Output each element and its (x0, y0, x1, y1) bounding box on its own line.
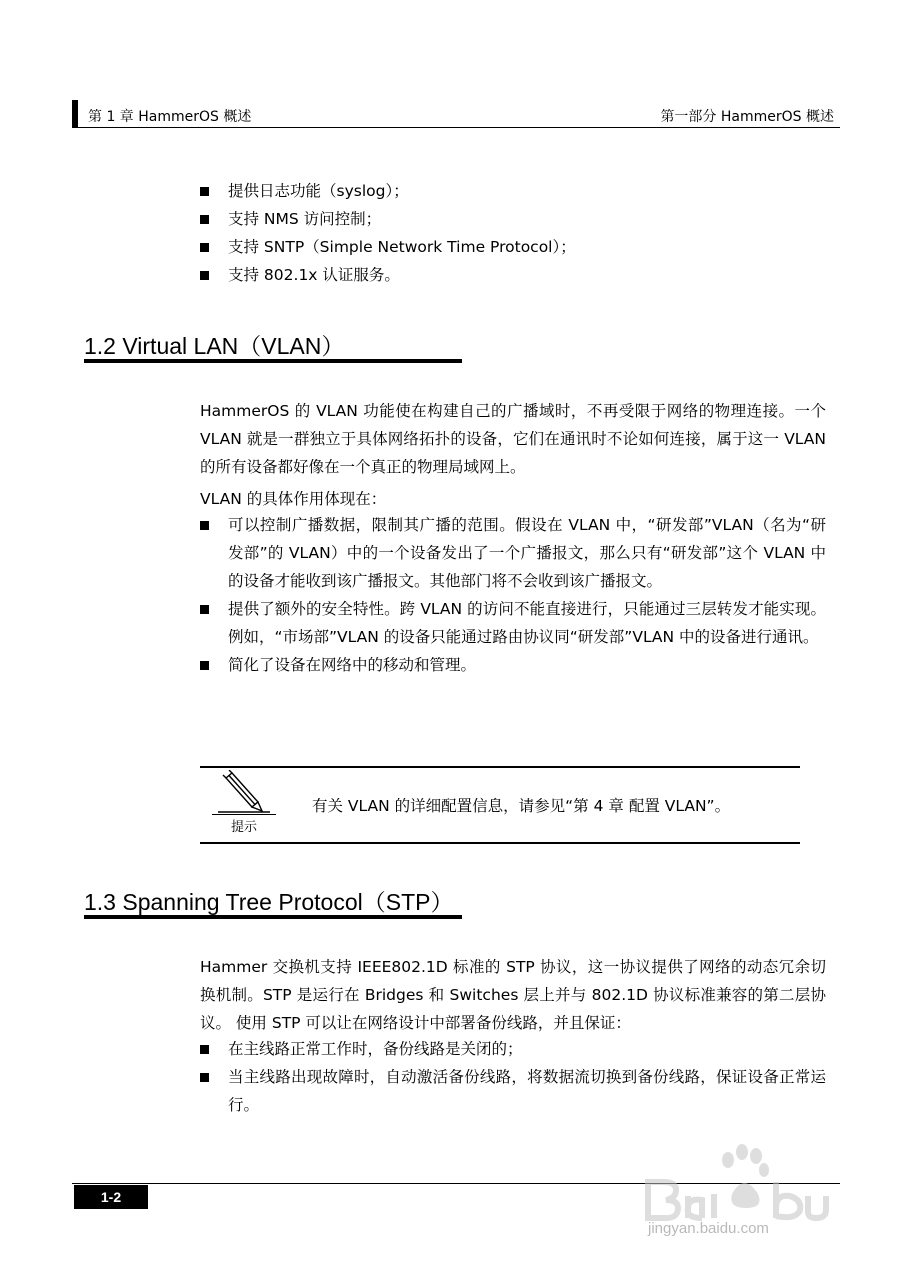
vlan-paragraph: HammerOS 的 VLAN 功能使在构建自己的广播域时，不再受限于网络的物理连接。一个 VLAN 就是一群独立于具体网络拓扑的设备，它们在通讯时不论如何连接，属于这一 VLAN 的所有设备都好像在一个真正的物理局域网上。 (200, 402, 826, 476)
list-item: 提供了额外的安全特性。跨 VLAN 的访问不能直接进行，只能通过三层转发才能实现。例如，“市场部”VLAN 的设备只能通过路由协议同“研发部”VLAN 中的设备进行通讯。 (200, 595, 826, 651)
header-part-title: 第一部分 HammerOS 概述 (660, 109, 834, 125)
feature-list (200, 177, 800, 289)
vlan-benefit-list (200, 511, 826, 679)
stp-guarantee-list (200, 1035, 826, 1119)
header-marker (72, 100, 78, 128)
list-item: 支持 SNTP（Simple Network Time Protocol）； (200, 233, 800, 261)
watermark-url: jingyan.baidu.com (648, 1220, 769, 1237)
vlan-uses-intro: VLAN 的具体作用体现在： (200, 490, 387, 508)
list-item: 支持 NMS 访问控制； (200, 205, 800, 233)
section-heading-stp: 1.3 Spanning Tree Protocol（STP） (84, 889, 454, 915)
stp-paragraph: Hammer 交换机支持 IEEE802.1D 标准的 STP 协议，这一协议提供了网络的动态冗余切换机制。STP 是运行在 Bridges 和 Switches 层上并与 802.1D 协议标准兼容的第二层协议。 使用 STP 可以让在网络设计中部署备份线路，并且保证： (200, 958, 826, 1032)
pencil-icon (212, 770, 276, 816)
header-rule (72, 127, 840, 128)
header-chapter-title: 第 1 章 HammerOS 概述 (88, 109, 252, 125)
section-heading-vlan: 1.2 Virtual LAN（VLAN） (84, 333, 345, 359)
list-item: 简化了设备在网络中的移动和管理。 (200, 651, 826, 679)
list-item: 支持 802.1x 认证服务。 (200, 261, 800, 289)
section-rule (84, 915, 462, 919)
list-item: 在主线路正常工作时，备份线路是关闭的； (200, 1035, 826, 1063)
tip-label: 提示 (230, 820, 257, 835)
list-item: 提供日志功能（syslog）； (200, 177, 800, 205)
tip-top-rule (200, 766, 800, 768)
tip-bottom-rule (200, 842, 800, 844)
section-rule (84, 359, 462, 363)
tip-text: 有关 VLAN 的详细配置信息，请参见“第 4 章 配置 VLAN”。 (312, 797, 731, 815)
tip-label-rule (212, 814, 276, 815)
page-number: 1-2 (74, 1185, 148, 1209)
list-item: 当主线路出现故障时，自动激活备份线路，将数据流切换到备份线路，保证设备正常运行。 (200, 1063, 826, 1119)
list-item: 可以控制广播数据，限制其广播的范围。假设在 VLAN 中，“研发部”VLAN（名为“研发部”的 VLAN）中的一个设备发出了一个广播报文，那么只有“研发部”这个 VLAN 中的设备才能收到该广播报文。其他部门将不会收到该广播报文。 (200, 511, 826, 595)
